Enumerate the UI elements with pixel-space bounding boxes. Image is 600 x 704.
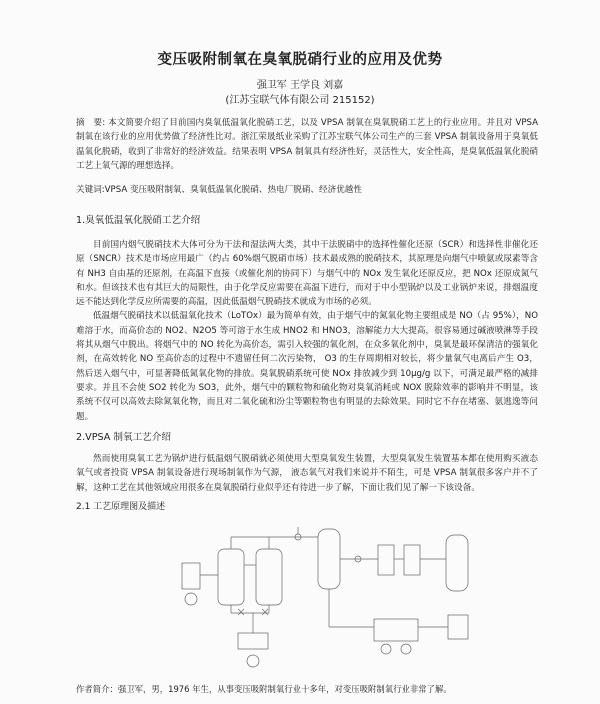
- product-tank: [446, 535, 468, 591]
- paper-affiliation: (江苏宝联气体有限公司 215152): [225, 95, 375, 106]
- compressor-unit: [374, 619, 418, 641]
- paper-title: 变压吸附制氧在臭氧脱硝行业的应用及优势: [157, 52, 443, 68]
- abstract-text: 本文简要介绍了目前国内臭氧低温氧化脱硝工艺，以及 VPSA 制氧在臭氧脱硝工艺上的行业应用。并且对 VPSA 制氧在该行业的应用优势做了经济性比对。浙江荣晟纸业采购了江苏宝联气体公司生产的三套 VPSA 制氧设备用于臭氧低温氧化脱硝，收到了非常好的经济效益。结果表明 VPSA 制氧具有经济性好，灵活性大，安全性高，是臭氧低温氧化脱硝工艺上氧气源的理想选择。: [76, 118, 538, 171]
- blower-motor: [185, 593, 197, 605]
- section-1-body: [76, 238, 538, 424]
- section-1-heading: 1.臭氧低温氧化脱硝工艺介绍: [76, 215, 201, 226]
- keywords: 关键词:VPSA 变压吸附制氧、臭氧低温氧化脱硝、热电厂脱硝、经济优越性: [76, 185, 362, 195]
- adsorber-tower-b: [256, 549, 282, 605]
- abstract-label: 摘 要:: [76, 118, 106, 128]
- section-2-body: [76, 452, 538, 495]
- vacuum-pump: [238, 633, 268, 649]
- process-flow-diagram: [178, 515, 478, 675]
- section-2-1-heading: 2.1 工艺原理图及描述: [76, 502, 166, 512]
- paper-authors: 强卫军 王学良 刘嘉: [256, 80, 344, 91]
- author-footnote: 作者简介：强卫军，男，1976 年生，从事变压吸附制氧行业十多年，对变压吸附制氧行业非常了解。: [76, 684, 452, 694]
- abstract: [76, 116, 538, 173]
- section-1-paragraph: 低温烟气脱硝技术以低温氧化技术（LoTOx）最为简单有效，由于烟气中的氮氧化物主要组成是 NO（占 95%），NO 难溶于水，而高价态的 NO2、N2O5 等可溶于水生成 HNO2 和 HNO3，溶解能力大大提高，很容易通过碱液喷淋等手段将其从烟气中脱出。将烟气中的 NO 转化为高价态，需引入较强的氧化剂，在众多氧化剂中，臭氧是最环保清洁的强氧化剂，在高效转化 NO 至高价态的过程中不遗留任何二次污染物， O3 的生存周期相对较长，将少量氧气电离后产生 O3，然后送入烟气中，可显著降低氮氧化物的排放。臭氧脱硝系统可使 NOx 排放减少到 10μg/g 以下，可满足最严格的减排要求。并且不会使 SO2 转化为 SO3，此外，烟气中的颗粒物和硫化物对臭氧消耗或 NOX 脱除效率的影响并不明显，该系统不仅可以高效去除氮氧化物，而且对二氧化硫和汾尘等颗粒物也有明显的去除效果。同时它不存在堵塞、氨逃逸等问题。: [76, 311, 538, 422]
- section-2-heading: 2.VPSA 制氧工艺介绍: [76, 432, 171, 443]
- blower-unit: [182, 563, 200, 589]
- adsorber-tower-a: [218, 549, 244, 605]
- section-1-paragraph: 目前国内烟气脱硝技术大体可分为干法和湿法两大类，其中干法脱硝中的选择性催化还原（SCR）和选择性非催化还原（SNCR）技术是市场应用最广（约占 60%烟气脱硝市场）技术最成熟的脱硝技术，其原理是向烟气中喷氨或尿素等含有 NH3 自由基的还原剂，在高温下直接（或催化剂的协同下）与烟气中的 NOx 发生氧化还原反应，把 NOx 还原成氮气和水。但该技术也有其巨大的局限性，由于化学反应需要在高温下进行，而对于中小型锅炉以及工业锅炉来说，排烟温度远不能达到化学反应所需要的高温，因此低温烟气脱硝技术就成为市场的必须。: [76, 240, 538, 308]
- oxygen-buffer-tank: [318, 529, 340, 589]
- section-2-paragraph: 然而使用臭氧工艺为锅炉进行低温烟气脱硝就必须使用大型臭氧发生装置，大型臭氧发生装置基本都在使用购买液态氧气或者投资 VPSA 制氧设备进行现场制氧作为气源， 液态氧气对我们来说并不陌生，可是 VPSA 制氧很多客户并不了解，这种工艺在其他领域应用很多在臭氧脱硝行业似乎还有待进一步了解，下面让我们见了解一下该设备。: [76, 454, 538, 493]
